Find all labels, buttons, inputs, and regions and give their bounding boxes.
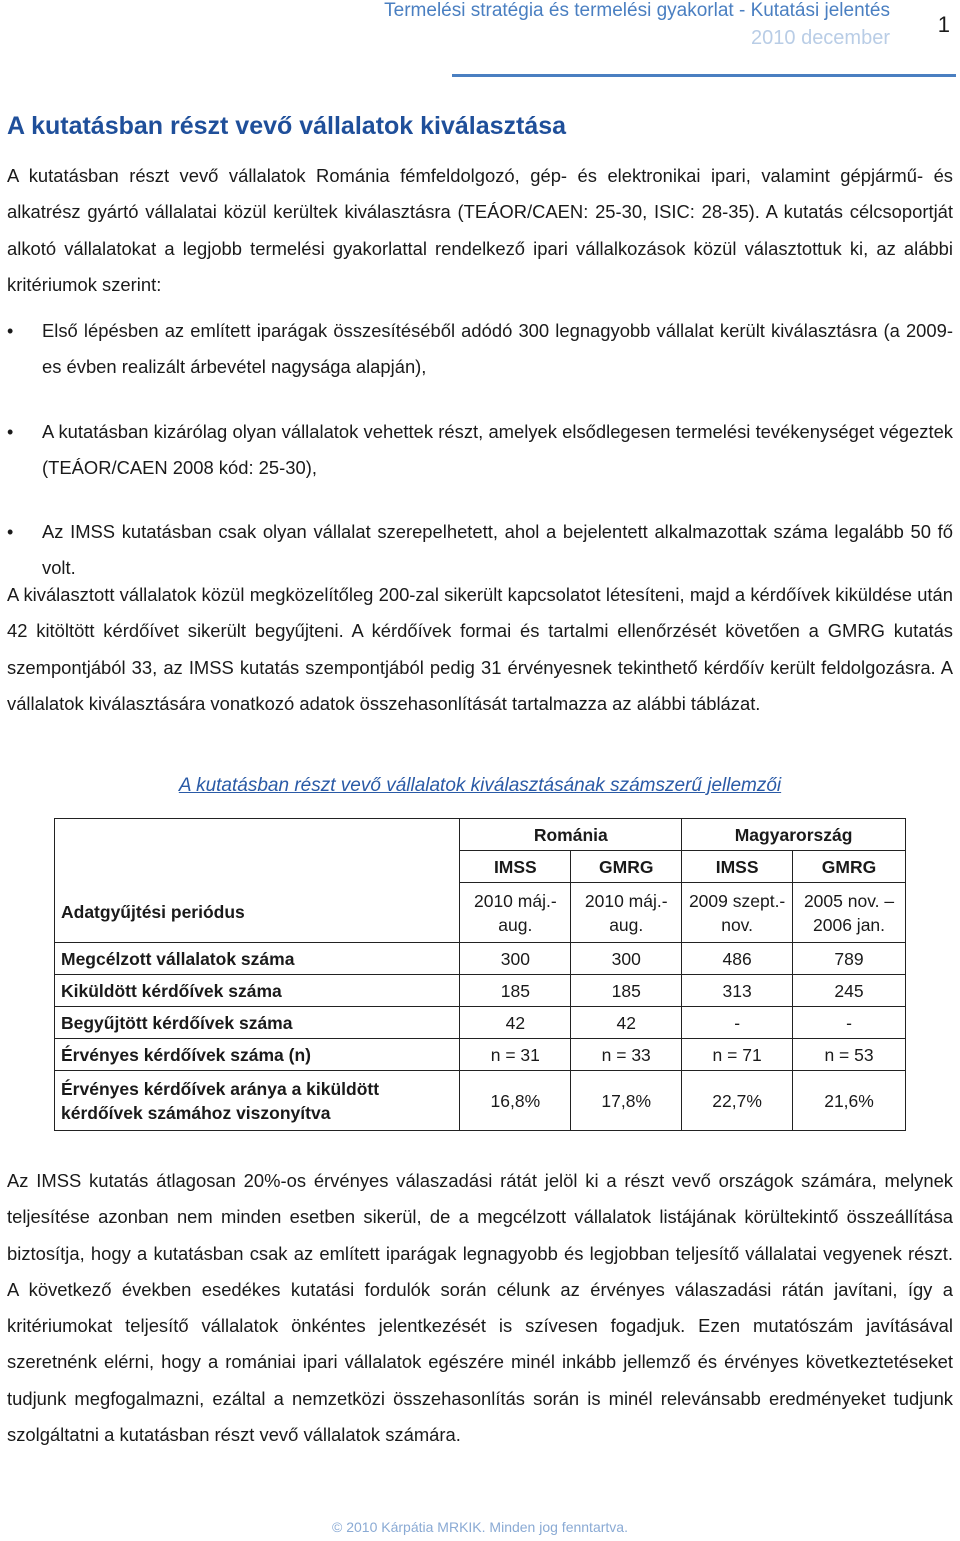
subheader-cell: GMRG — [571, 851, 682, 883]
period-line: nov. — [721, 914, 753, 935]
table-corner-cell — [55, 819, 460, 851]
period-cell — [571, 883, 682, 943]
row-label: Kiküldött kérdőívek száma — [55, 975, 460, 1007]
value-cell: 185 — [571, 975, 682, 1007]
criteria-list — [7, 313, 953, 615]
row-label-line: kérdőívek számához viszonyítva — [61, 1102, 331, 1123]
selection-table — [54, 818, 906, 1131]
subheader-cell: IMSS — [682, 851, 793, 883]
group-header-romania: Románia — [460, 819, 682, 851]
value-cell: 21,6% — [793, 1071, 906, 1131]
closing-paragraph: Az IMSS kutatás átlagosan 20%-os érvényes válaszadási rátát jelöl ki a részt vevő országok számára, melynek teljesítése azonban nem minden esetben sikerül, de a megcélzott vállalatok listájának körültekintő összeállítása biztosítja, hogy a kutatásban csak az említett iparágak legnagyobb és legjobban teljesítő vállalatai vegyenek részt. A következő években esedékes kutatási fordulók során célunk az érvényes válaszadási rátán javítani, így a kritériumokat teljesítő vállalatok önkéntes jelentkezését is szívesen fogadjuk. Ezen mutatószám javításával szeretnénk elérni, hogy a romániai ipari vállalatok egészére minél inkább jellemző és érvényes következtetéseket tudjunk megfogalmazni, ezáltal a nemzetközi összehasonlítás során is minél relevánsabb eredményeket tudjunk szolgáltatni a kutatásban részt vevő vállalatok számára. — [7, 1170, 953, 1446]
value-cell: 789 — [793, 943, 906, 975]
value-cell: 42 — [460, 1007, 571, 1039]
running-header-date: 2010 december — [751, 27, 890, 49]
value-cell: n = 71 — [682, 1039, 793, 1071]
table-row — [55, 883, 906, 943]
value-cell: n = 53 — [793, 1039, 906, 1071]
value-cell: 16,8% — [460, 1071, 571, 1131]
table-corner-cell — [55, 851, 460, 883]
value-cell: - — [793, 1007, 906, 1039]
period-cell — [460, 883, 571, 943]
value-cell: 17,8% — [571, 1071, 682, 1131]
value-cell: n = 31 — [460, 1039, 571, 1071]
table-row — [55, 819, 906, 851]
value-cell: 300 — [571, 943, 682, 975]
row-label: Begyűjtött kérdőívek száma — [55, 1007, 460, 1039]
copyright-footer: © 2010 Kárpátia MRKIK. Minden jog fenntartva. — [332, 1519, 628, 1535]
intro-paragraph: A kutatásban részt vevő vállalatok Románia fémfeldolgozó, gép- és elektronikai ipari, valamint gépjármű- és alkatrész gyártó vállalatai közül kerültek kiválasztásra (TEÁOR/CAEN: 25-30, ISIC: 28-35). A kutatás célcsoportját alkotó vállalatokat a legjobb termelési gyakorlattal rendelkező ipari vállalkozások közül választottuk ki, az alábbi kritériumok szerint: — [7, 165, 953, 295]
table-row — [55, 975, 906, 1007]
period-line: 2010 máj.- — [473, 890, 557, 911]
value-cell: 245 — [793, 975, 906, 1007]
period-line: 2010 máj.- — [584, 890, 668, 911]
period-cell — [793, 883, 906, 943]
value-cell: 300 — [460, 943, 571, 975]
selection-paragraph: A kiválasztott vállalatok közül megközelítőleg 200-zal sikerült kapcsolatot létesíteni, majd a kérdőívek kiküldése után 42 kitöltött kérdőívet sikerült begyűjteni. A kérdőívek formai és tartalmi ellenőrzését követően a GMRG kutatás szempontjából 33, az IMSS kutatás szempontjából pedig 31 érvényesnek tekinthető kérdőív került feldolgozásra. A vállalatok kiválasztására vonatkozó adatok összehasonlítását tartalmazza az alábbi táblázat. — [7, 584, 953, 714]
subheader-cell: GMRG — [793, 851, 906, 883]
period-line: 2009 szept.- — [688, 890, 786, 911]
group-header-hungary: Magyarország — [682, 819, 906, 851]
table-caption: A kutatásban részt vevő vállalatok kiválasztásának számszerű jellemzői — [178, 775, 782, 796]
value-cell: 313 — [682, 975, 793, 1007]
period-line: 2006 jan. — [813, 914, 886, 935]
period-line: aug. — [498, 914, 533, 935]
value-cell: n = 33 — [571, 1039, 682, 1071]
value-cell: 185 — [460, 975, 571, 1007]
period-line: aug. — [609, 914, 644, 935]
row-label: Adatgyűjtési periódus — [55, 883, 460, 943]
value-cell: 22,7% — [682, 1071, 793, 1131]
row-label: Érvényes kérdőívek száma (n) — [55, 1039, 460, 1071]
section-heading: A kutatásban részt vevő vállalatok kiválasztása — [7, 112, 567, 140]
row-label-line: Érvényes kérdőívek aránya a kiküldött — [61, 1078, 380, 1099]
criteria-item: • Első lépésben az említett iparágak összesítéséből adódó 300 legnagyobb vállalat került kiválasztásra (a 2009-es évben realizált árbevétel nagysága alapján), — [7, 313, 953, 386]
criteria-item: • Az IMSS kutatásban csak olyan vállalat szerepelhetett, ahol a bejelentett alkalmazottak száma legalább 50 fő volt. — [7, 514, 953, 587]
running-header-title: Termelési stratégia és termelési gyakorlat - Kutatási jelentés — [384, 0, 890, 21]
subheader-cell: IMSS — [460, 851, 571, 883]
row-label — [55, 1071, 460, 1131]
table-row — [55, 1071, 906, 1131]
row-label: Megcélzott vállalatok száma — [55, 943, 460, 975]
header-rule — [452, 74, 956, 77]
table-row — [55, 851, 906, 883]
page-number: 1 — [937, 12, 950, 37]
value-cell: - — [682, 1007, 793, 1039]
period-cell — [682, 883, 793, 943]
table-row — [55, 1039, 906, 1071]
value-cell: 42 — [571, 1007, 682, 1039]
value-cell: 486 — [682, 943, 793, 975]
table-row — [55, 1007, 906, 1039]
table-row — [55, 943, 906, 975]
criteria-item: • A kutatásban kizárólag olyan vállalatok vehettek részt, amelyek elsődlegesen termelési tevékenységet végeztek (TEÁOR/CAEN 2008 kód: 25-30), — [7, 414, 953, 487]
period-line: 2005 nov. – — [803, 890, 895, 911]
